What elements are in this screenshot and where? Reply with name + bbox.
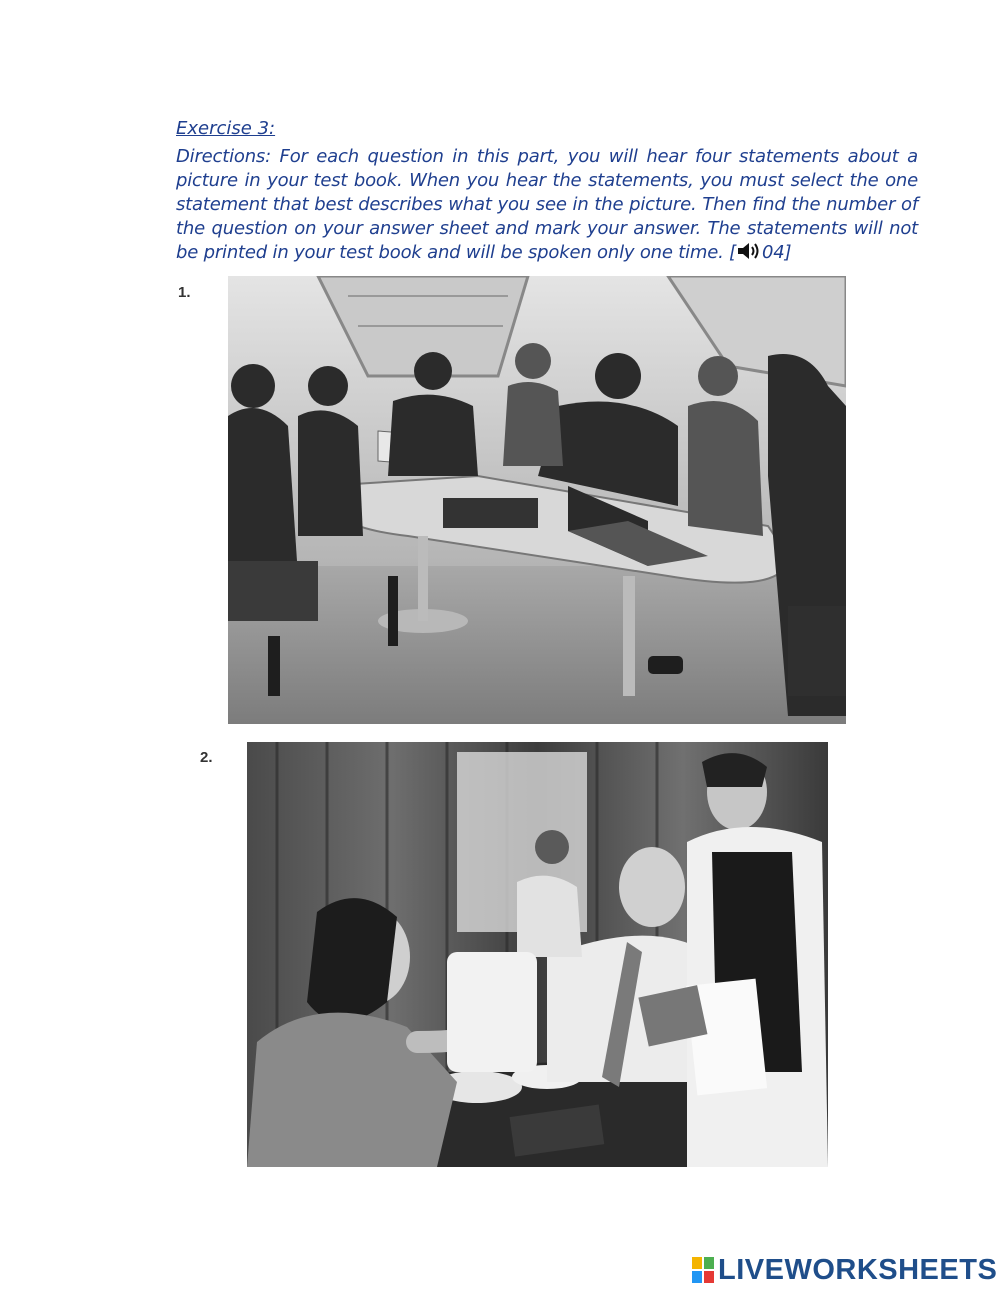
- question-2-number: 2.: [200, 749, 213, 766]
- brand-name: LIVEWORKSHEETS: [718, 1253, 998, 1286]
- exercise-title: Exercise 3:: [176, 118, 276, 139]
- question-1-number: 1.: [178, 284, 191, 301]
- audio-track-number: 04]: [762, 242, 792, 263]
- directions-text: [176, 145, 918, 265]
- liveworksheets-logo-icon: [692, 1257, 714, 1283]
- liveworksheets-brand[interactable]: [692, 1253, 997, 1287]
- question-1-photo: [228, 276, 846, 724]
- directions-body: Directions: For each question in this part, you will hear four statements about a picture in your test book. When you hear the statements, you must select the one statement that best describes what you see in the picture. Then find the number of the question on your answer sheet and mark your answer. The statements will not be printed in your test book and will be spoken only one time. [: [176, 146, 918, 263]
- question-2-photo: [247, 742, 828, 1167]
- speaker-icon[interactable]: [736, 241, 762, 261]
